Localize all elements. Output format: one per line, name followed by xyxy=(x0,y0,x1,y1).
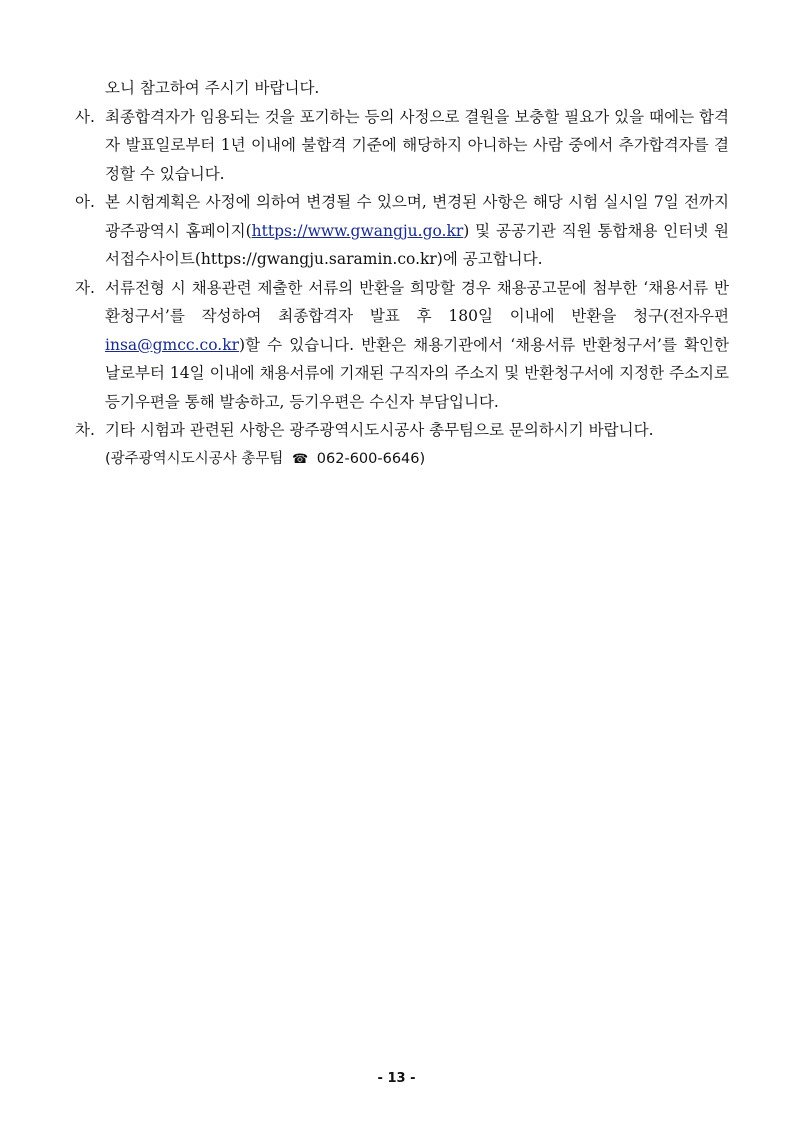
item-text: ) 및 공공기관 직원 통합채용 인터넷 원서접수사이트(https://gwangju.saramin.co.kr)에 공고합니다. xyxy=(105,221,729,268)
homepage-link[interactable]: https://www.gwangju.go.kr xyxy=(251,221,464,240)
item-text: 본 시험계획은 사정에 의하여 변경될 수 있으며, 변경된 사항은 해당 시험 실시일 7일 전까지 광주광역시 홈페이지( xyxy=(105,193,729,240)
telephone-icon: ☎ xyxy=(291,451,309,467)
contact-department: (광주광역시도시공사 총무팀 xyxy=(105,450,284,467)
item-text: 기타 시험과 관련된 사항은 광주광역시도시공사 총무팀으로 문의하시기 바랍니다. xyxy=(105,421,654,439)
item-cha xyxy=(0,416,793,445)
item-marker: 자. xyxy=(75,278,95,297)
item-marker: 아. xyxy=(75,193,95,211)
email-link[interactable]: insa@gmcc.co.kr xyxy=(105,335,240,354)
item-text: )할 수 있습니다. 반환은 채용기관에서 ‘채용서류 반환청구서’를 확인한 날로부터 14일 이내에 채용서류에 기재된 구직자의 주소지 및 반환청구서에 지정한 주소지로 등기우편을 통해 발송하고, 등기우편은 수신자 부담입니다. xyxy=(105,335,729,411)
item-text: 최종합격자가 임용되는 것을 포기하는 등의 사정으로 결원을 보충할 필요가 있을 때에는 합격자 발표일로부터 1년 이내에 불합격 기준에 해당하지 아니하는 사람 중에서 추가합격자를 결정할 수 있습니다. xyxy=(105,107,729,183)
item-a xyxy=(0,188,793,274)
item-marker: 차. xyxy=(75,421,95,439)
item-sa xyxy=(0,103,793,189)
item-marker: 사. xyxy=(75,107,95,126)
contact-line xyxy=(0,445,793,474)
item-text: 서류전형 시 채용관련 제출한 서류의 반환을 희망할 경우 채용공고문에 첨부한 ‘채용서류 반환청구서’를 작성하여 최종합격자 발표 후 180일 이내에 반환을 청구(전자우편 xyxy=(105,278,729,325)
continuation-line: 오니 참고하여 주시기 바랍니다. xyxy=(105,79,320,97)
document-body xyxy=(0,74,793,474)
contact-phone: 062-600-6646) xyxy=(316,450,426,467)
page-number: - 13 - xyxy=(377,1071,416,1086)
item-ja xyxy=(0,274,793,417)
